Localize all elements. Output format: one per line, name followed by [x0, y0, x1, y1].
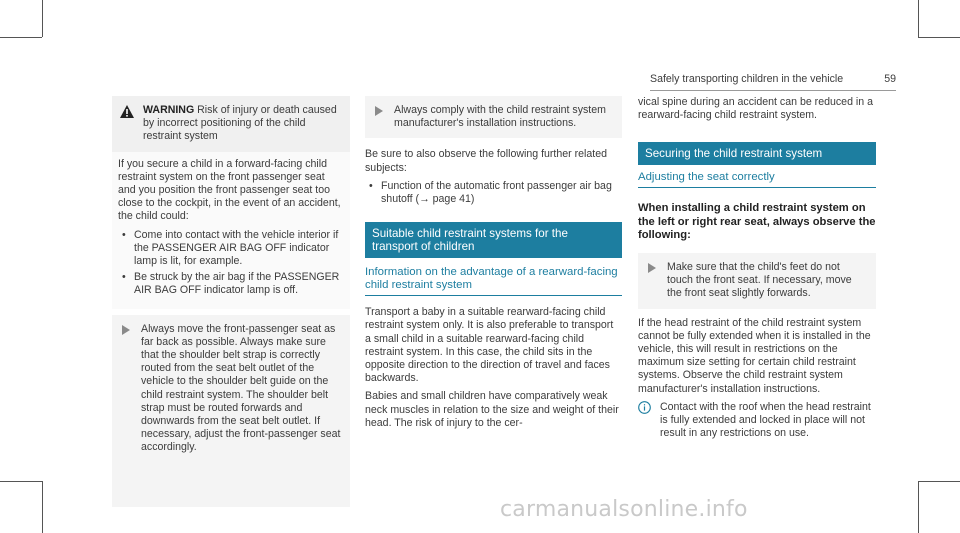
warning-bullet-list [118, 229, 344, 298]
body-paragraph: Transport a baby in a suitable rearward-facing child restraint system only. It is also preferable to transport a small child in a suitable rearward-facing child restraint system. In this case, the child sits in the opposite direction to the direction of travel and faces backwards. [365, 306, 614, 385]
running-header [650, 73, 896, 86]
continuation-paragraph: vical spine during an accident can be reduced in a rearward-facing child restraint system. [638, 96, 873, 122]
instruction-text: Always move the front-passenger seat as far back as possible. Always make sure that the shoulder belt strap is correctly routed from the seat belt outlet of the vehicle to the shoulder belt guide on the child restraint system. The shoulder belt strap must be routed forwards and downwards from the seat belt outlet. If necessary, adjust the front-passenger seat accordingly. [141, 322, 341, 454]
warning-bullet: • Come into contact with the vehicle interior if the PASSENGER AIR BAG OFF indicator lamp is lit, for example. [118, 229, 344, 269]
watermark: carmanualsonline.info [500, 497, 748, 522]
crop-mark [42, 0, 43, 37]
instruction-arrow-icon [375, 104, 384, 130]
header-rule [650, 90, 896, 91]
info-note [638, 401, 876, 441]
intro-paragraph: Be sure to also observe the following further related subjects: [365, 148, 608, 174]
body-paragraph: Babies and small children have comparatively weak neck muscles in relation to the size and weight of their head. The risk of injury to the cer- [365, 390, 619, 429]
instruction-arrow-icon [122, 323, 131, 499]
running-title: Safely transporting children in the vehicle [650, 73, 844, 85]
related-topic-item [365, 180, 622, 206]
section-heading-bar: Securing the child restraint system [638, 142, 876, 165]
warning-paragraph: If you secure a child in a forward-facing child restraint system on the front passenger seat and you position the front passenger seat too close to the cockpit, in the event of an accident, the child could: [118, 157, 341, 223]
related-topics-list [365, 180, 622, 206]
crop-mark [918, 37, 960, 38]
subsection-heading: Information on the advantage of a rearward-facing child restraint system [365, 266, 622, 296]
instruction-text: Always comply with the child restraint system manufacturer's installation instructions. [394, 104, 606, 130]
related-topic-text: Function of the automatic front passenger air bag shutoff ( [381, 179, 612, 206]
body-paragraph: If the head restraint of the child restraint system cannot be fully extended when it is installed in the vehicle, this will result in restrictions on the maximum size setting for certain child restraint systems. Observe the child restraint system manufacturer's installation instructions. [638, 316, 871, 395]
column-2 [365, 96, 622, 435]
instruction-text: Make sure that the child's feet do not touch the front seat. If necessary, move the front seat slightly forwards. [667, 260, 852, 300]
warning-header [112, 96, 350, 152]
page-number: 59 [884, 73, 896, 85]
instruction-block [365, 96, 622, 138]
warning-bullet: • Be struck by the air bag if the PASSENGER AIR BAG OFF indicator lamp is off. [118, 271, 344, 297]
column-1 [112, 96, 350, 507]
page-reference-link[interactable]: page 41) [432, 193, 475, 206]
crop-mark [0, 481, 42, 482]
warning-text: Risk of injury or death caused by incorrect positioning of the child restraint system [143, 104, 337, 143]
warning-body [112, 152, 350, 309]
crop-mark [918, 0, 919, 37]
section-heading-bar: Suitable child restraint systems for the transport of children [365, 222, 622, 258]
warning-instruction [112, 315, 350, 507]
crop-mark [918, 481, 960, 482]
column-3 [638, 96, 876, 440]
crop-mark [42, 481, 43, 533]
page-ref-arrow-icon: → [419, 193, 430, 206]
instruction-arrow-icon [648, 261, 657, 301]
instruction-block [638, 253, 876, 309]
info-icon [638, 401, 652, 441]
warning-label: WARNING [143, 104, 195, 116]
subsection-heading: Adjusting the seat correctly [638, 171, 876, 188]
instruction-heading: When installing a child restraint system on the left or right rear seat, always observe the following: [638, 202, 876, 242]
info-note-text: Contact with the roof when the head restraint is fully extended and locked in place will not result in any restrictions on use. [660, 400, 871, 440]
crop-mark [0, 37, 42, 38]
warning-title [143, 104, 340, 144]
warning-icon [120, 104, 135, 144]
